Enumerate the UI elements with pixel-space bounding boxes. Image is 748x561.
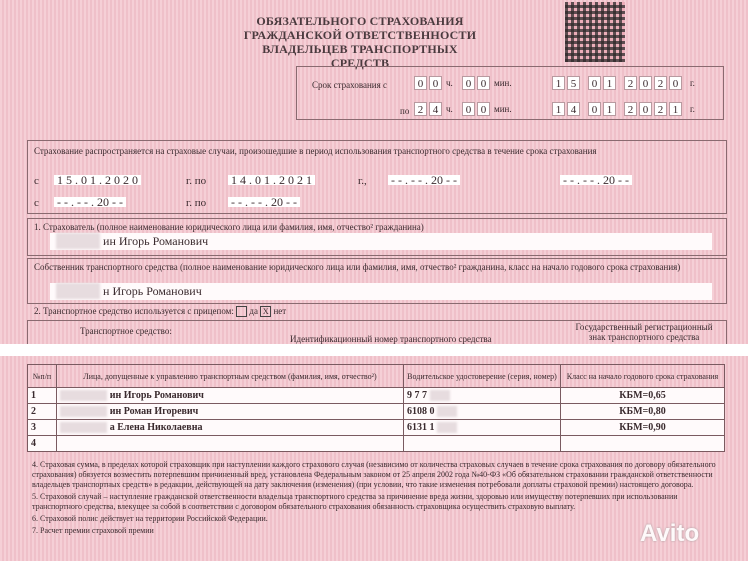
term-minute-cell: 0	[462, 102, 475, 116]
trailer-no-label: нет	[273, 306, 287, 316]
avito-watermark: Avito	[640, 520, 700, 547]
driver-name	[57, 388, 404, 404]
driver-num: 4	[28, 436, 57, 452]
driver-license-text: 6108 0	[407, 406, 435, 417]
trailer-row	[34, 306, 286, 317]
term-month-cell: 1	[603, 76, 616, 90]
qr-code-icon	[565, 2, 625, 62]
license-redaction	[437, 422, 457, 433]
term-month-cell: 0	[588, 102, 601, 116]
term-hour-label: ч.	[446, 78, 453, 88]
term-minute-cell: 0	[462, 76, 475, 90]
table-row	[28, 388, 725, 404]
driver-kbm: КБМ=0,90	[561, 420, 725, 436]
period-text: Страхование распространяется на страховые случаи, произошедшие в период использования транспортного средства в течение срока страхования	[34, 146, 597, 156]
owner-redaction	[56, 283, 100, 299]
term-minute-label: мин.	[494, 78, 512, 88]
photo-seam	[0, 344, 748, 356]
driver-license	[404, 388, 561, 404]
driver-name-text: а Елена Николаевна	[109, 422, 203, 433]
period-dash-1b: - - . - - . 20 - -	[560, 175, 632, 185]
note-4: 4. Страховая сумма, в пределах которой страховщик при наступлении каждого страхового случая (независимо от количества страховых случаев в течение срока страхования по договору обязательного страхования) обязуется возместить потерпевшим причиненный вред, установлена Федеральным законом от 25 апреля 2002 года №40-ФЗ «Об обязательном страховании гражданской ответственности владельцев транспортных средств» в редакции, действующей на дату заключения (изменения) (при условии, что такие изменения потребовали доплаты страховой премии) настоящего договора.	[32, 460, 716, 489]
term-year-cell: 2	[654, 76, 667, 90]
period-dates-1b: 1 4 . 0 1 . 2 0 2 1	[228, 175, 315, 185]
term-year-cell: 1	[669, 102, 682, 116]
owner-label: Собственник транспортного средства (полное наименование юридического лица или фамилия, имя, отчество² гражданина, класс на начало годового срока страхования)	[34, 262, 681, 272]
driver-license-text: 9 7 7	[407, 390, 427, 401]
driver-name	[57, 404, 404, 420]
vehicle-col-2: Идентификационный номер транспортного средства	[290, 334, 492, 344]
term-hour-cell: 0	[414, 76, 427, 90]
drivers-header-num: №п/п	[28, 365, 57, 388]
policy-title	[240, 14, 480, 70]
driver-kbm: КБМ=0,80	[561, 404, 725, 420]
table-row	[28, 420, 725, 436]
driver-num: 2	[28, 404, 57, 420]
note-6: 6. Страховой полис действует на территории Российской Федерации.	[32, 514, 268, 523]
term-year-label: г.	[690, 104, 695, 114]
driver-name-text: ин Игорь Романович	[109, 390, 204, 401]
driver-redaction	[60, 406, 107, 417]
term-hour-cell: 2	[414, 102, 427, 116]
insurant-value	[50, 233, 712, 250]
driver-redaction	[60, 422, 107, 433]
term-year-cell: 0	[639, 76, 652, 90]
period-s-1: с	[34, 175, 39, 187]
license-redaction	[430, 390, 450, 401]
driver-license	[404, 436, 561, 452]
note-5: 5. Страховой случай – наступление гражданской ответственности владельца транспортного средства за причинение вреда жизни, здоровью или имуществу потерпевших при использовании транспортного средства, влекущее за собой в соответствии с договором обязательного страхования обязанность страховщика осуществить страховую выплату.	[32, 492, 678, 511]
trailer-label: 2. Транспортное средство используется с прицепом:	[34, 306, 234, 316]
driver-kbm: КБМ=0,65	[561, 388, 725, 404]
term-month-cell: 0	[588, 76, 601, 90]
trailer-yes-label: да	[249, 306, 258, 316]
driver-num: 1	[28, 388, 57, 404]
table-row	[28, 436, 725, 452]
driver-num: 3	[28, 420, 57, 436]
term-day-cell: 1	[552, 102, 565, 116]
policy-notes	[32, 460, 722, 538]
period-dash-1: - - . - - . 20 - -	[388, 175, 460, 185]
trailer-yes-checkbox[interactable]	[236, 306, 247, 317]
note-7: 7. Расчет премии страховой премии	[32, 526, 154, 535]
title-line-2: ГРАЖДАНСКОЙ ОТВЕТСТВЕННОСТИ	[243, 28, 477, 42]
table-row	[28, 404, 725, 420]
license-redaction	[437, 406, 457, 417]
drivers-header-name: Лица, допущенные к управлению транспортным средством (фамилия, имя, отчество²)	[57, 365, 404, 388]
drivers-header-class: Класс на начало годового срока страхования	[561, 365, 725, 388]
term-year-cell: 0	[639, 102, 652, 116]
drivers-header-row	[28, 365, 725, 388]
insurant-redaction	[56, 233, 100, 249]
term-day-cell: 5	[567, 76, 580, 90]
owner-value	[50, 283, 712, 300]
title-line-3: ВЛАДЕЛЬЦЕВ ТРАНСПОРТНЫХ СРЕДСТВ	[262, 42, 458, 70]
term-hour-label: ч.	[446, 104, 453, 114]
owner-name: н Игорь Романович	[103, 284, 202, 298]
period-dash-2: - - . - - . 20 - -	[54, 197, 126, 207]
period-dash-2b: - - . - - . 20 - -	[228, 197, 300, 207]
driver-name	[57, 436, 404, 452]
period-s-2: с	[34, 197, 39, 209]
period-po-1: г. по	[186, 175, 207, 187]
driver-license	[404, 420, 561, 436]
term-hour-cell: 0	[429, 76, 442, 90]
term-minute-cell: 0	[477, 102, 490, 116]
vehicle-col-3: Государственный регистрационный знак транспортного средства	[575, 322, 713, 342]
term-to-label: по	[400, 106, 410, 116]
term-year-cell: 2	[654, 102, 667, 116]
driver-name-text: ин Роман Игоревич	[109, 406, 199, 417]
term-from-label: Срок страхования с	[312, 80, 387, 90]
term-year-cell: 2	[624, 76, 637, 90]
term-day-cell: 1	[552, 76, 565, 90]
period-dates-1: 1 5 . 0 1 . 2 0 2 0	[54, 175, 141, 185]
term-minute-label: мин.	[494, 104, 512, 114]
insurant-label: 1. Страхователь (полное наименование юридического лица или фамилия, имя, отчество² гражданина)	[34, 222, 424, 232]
driver-license	[404, 404, 561, 420]
driver-name	[57, 420, 404, 436]
term-month-cell: 1	[603, 102, 616, 116]
term-year-label: г.	[690, 78, 695, 88]
driver-license-text: 6131 1	[407, 422, 435, 433]
period-po-2: г. по	[186, 197, 207, 209]
title-line-1: ОБЯЗАТЕЛЬНОГО СТРАХОВАНИЯ	[256, 14, 464, 28]
vehicle-col-1: Транспортное средство:	[80, 326, 172, 336]
term-hour-cell: 4	[429, 102, 442, 116]
period-g-1: г.,	[358, 175, 367, 187]
drivers-header-license: Водительское удостоверение (серия, номер)	[404, 365, 561, 388]
term-day-cell: 4	[567, 102, 580, 116]
term-year-cell: 0	[669, 76, 682, 90]
term-year-cell: 2	[624, 102, 637, 116]
term-minute-cell: 0	[477, 76, 490, 90]
driver-redaction	[60, 390, 107, 401]
driver-kbm	[561, 436, 725, 452]
trailer-no-checkbox[interactable]: X	[260, 306, 271, 317]
drivers-table	[27, 364, 725, 452]
insurant-name: ин Игорь Романович	[103, 234, 209, 248]
